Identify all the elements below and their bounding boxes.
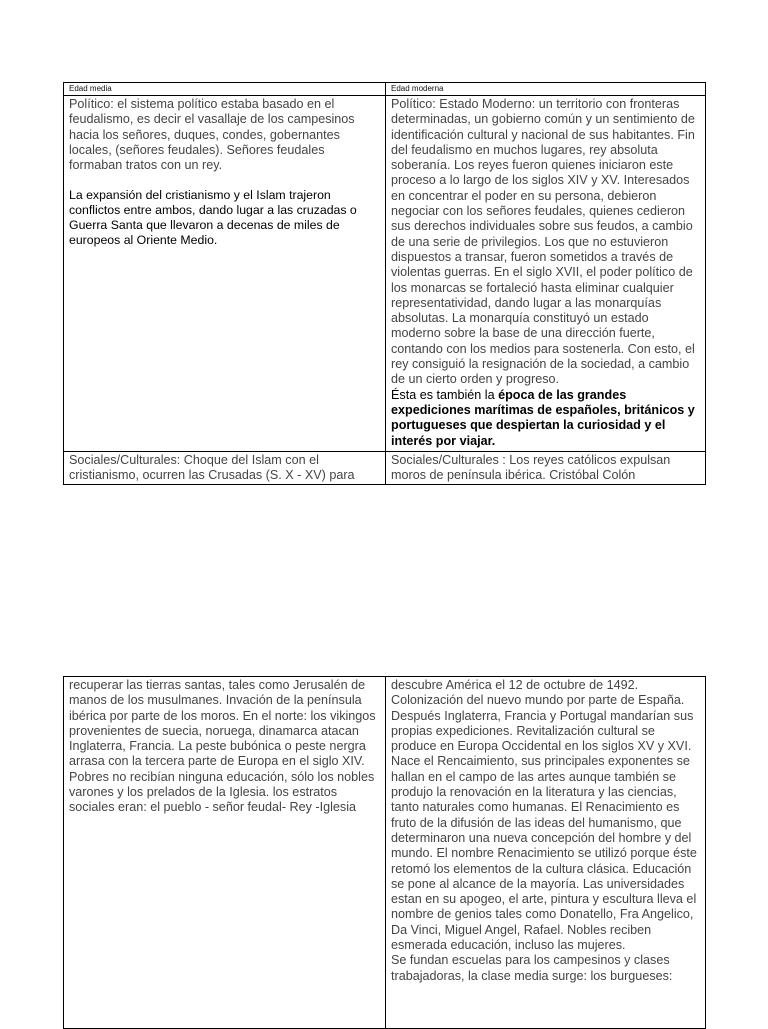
- sociales-edad-moderna-cell-top: [386, 451, 706, 484]
- politico-edad-moderna-cell: [386, 96, 706, 452]
- sociales-edad-moderna-text-top: Sociales/Culturales : Los reyes católicos expulsan moros de península ibérica. Cristóbal Colón: [391, 452, 671, 482]
- comparison-table-part-2: [63, 676, 706, 1029]
- expediciones-bold: época de las grandes expediciones marítimas de españoles, británicos y portugueses que despiertan la curiosidad y el interés por viajar.: [391, 387, 695, 448]
- sociales-row-top: [64, 451, 706, 484]
- politico-edad-media-cell: [64, 96, 386, 452]
- sociales-edad-moderna-text-bottom: descubre América el 12 de octubre de 1492. Colonización del nuevo mundo por parte de España. Después Inglaterra, Francia y Portugal mandarían sus propias expediciones. Revitalización cultural se produce en Europa Occidental en los siglos XV y XVI. Nace el Rencaimiento, sus principales exponentes se hallan en el campo de las artes aunque también se produjo la renovación en la literatura y las ciencias, tanto naturales como humanas. El Renacimiento es fruto de la difusión de las ideas del humanismo, que determinaron una nueva concepción del hombre y del mundo. El nombre Renacimiento se utilizó porque éste retomó los elementos de la cultura clásica. Educación se pone al alcance de la mayoría. Las universidades estan en su apogeo, el arte, pintura y escultura lleva el nombre de genios tales como Donatello, Fra Angelico, Da Vinci, Miguel Angel, Rafael. Nobles reciben esmerada educación, incluso las mujeres.: [391, 678, 697, 953]
- cruzadas-paragraph: La expansión del cristianismo y el Islam trajeron conflictos entre ambos, dando lugar a las cruzadas o Guerra Santa que llevaron a decenas de miles de europeos al Oriente Medio.: [69, 188, 357, 248]
- comparison-table-part-1: [63, 82, 706, 485]
- expediciones-lead: Ésta es también la: [391, 387, 499, 402]
- escuelas-paragraph: Se fundan escuelas para los campesinos y clases trabajadoras, la clase media surge: los burgueses:: [391, 953, 673, 983]
- sociales-row-bottom: [64, 677, 706, 1029]
- sociales-edad-moderna-cell-bottom: [386, 677, 706, 1029]
- header-row: [64, 83, 706, 96]
- politico-row: [64, 96, 706, 452]
- sociales-edad-media-text-top: Sociales/Culturales: Choque del Islam con el cristianismo, ocurren las Crusadas (S. X - XV) para: [69, 452, 355, 482]
- sociales-edad-media-cell-top: [64, 451, 386, 484]
- header-edad-moderna: Edad moderna: [386, 83, 706, 96]
- politico-edad-moderna-text: Político: Estado Moderno: un territorio con fronteras determinadas, un gobierno común y un sentimiento de identificación cultural y nacional de sus habitantes. Fin del feudalismo en muchos lugares, rey absoluta soberanía. Los reyes fueron quienes iniciaron este proceso a lo largo de los siglos XIV y XV. Interesados en concentrar el poder en su persona, debieron negociar con los señores feudales, quienes cedieron sus derechos individuales sobre sus feudos, a cambio de una serie de privilegios. Los que no estuvieron dispuestos a transar, fueron sometidos a través de violentas guerras. En el siglo XVII, el poder político de los monarcas se fortaleció hasta eliminar cualquier representatividad, dando lugar a las monarquías absolutas. La monarquía constituyó un estado moderno sobre la base de una dirección fuerte, contando con los medios para sostenerla. Con esto, el rey consiguió la resignación de la sociedad, a cambio de un cierto orden y progreso.: [391, 97, 695, 387]
- politico-edad-media-text: Político: el sistema político estaba basado en el feudalismo, es decir el vasallaje de los campesinos hacia los señores, duques, condes, gobernantes locales, (señores feudales). Señores feudales formaban tratos con un rey.: [69, 97, 355, 173]
- header-edad-media: Edad media: [64, 83, 386, 96]
- sociales-edad-media-text-bottom: recuperar las tierras santas, tales como Jerusalén de manos de los musulmanes. Invación de la península ibérica por parte de los moros. En el norte: los vikingos provenientes de suecia, noruega, dinamarca atacan Inglaterra, Francia. La peste bubónica o peste nergra arrasa con la tercera parte de Europa en el siglo XIV. Pobres no recibían ninguna educación, sólo los nobles varones y los prelados de la Iglesia. los estratos sociales eran: el pueblo - señor feudal- Rey -Iglesia: [69, 678, 376, 815]
- expediciones-paragraph: [391, 388, 701, 449]
- sociales-edad-media-cell-bottom: [64, 677, 386, 1029]
